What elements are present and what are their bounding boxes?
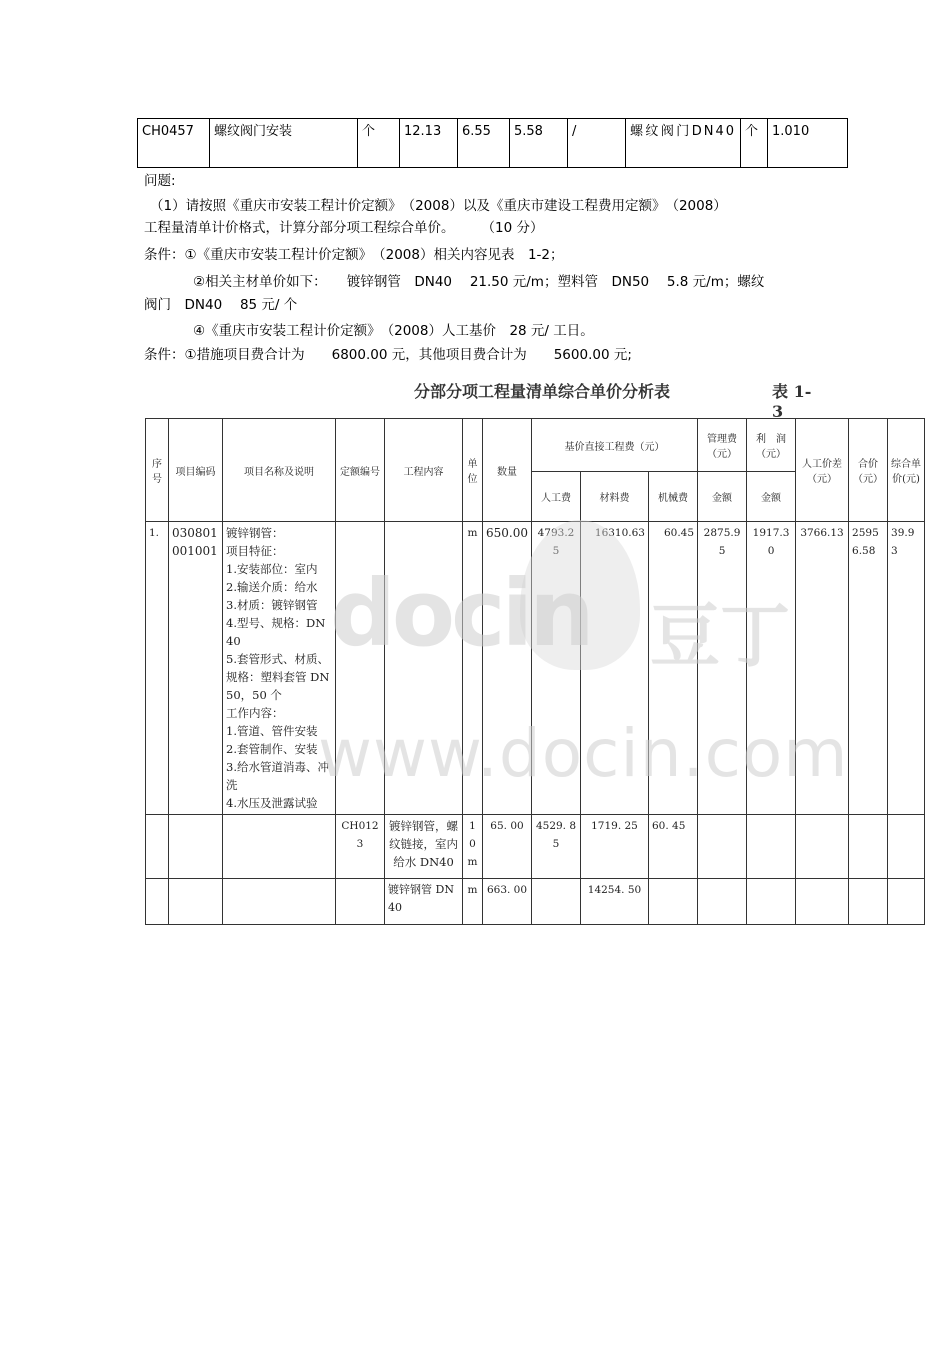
header-total: 合价（元） — [849, 419, 888, 522]
cell-labor-diff — [796, 815, 849, 879]
quota-name: 螺纹阀门安装 — [210, 119, 358, 168]
condition-line-1: 条件：①《重庆市安装工程计价定额》 （2008）相关内容见表 1-2； — [144, 247, 564, 263]
header-machine: 机械费 — [649, 472, 698, 522]
question-heading: 问题: — [144, 173, 176, 189]
table-row — [146, 522, 925, 815]
cell-unit-price: 39.93 — [888, 522, 925, 815]
watermark-logo: docin — [330, 560, 591, 667]
header-direct-cost: 基价直接工程费（元） — [532, 419, 698, 472]
main-material-unit: 个 — [741, 119, 768, 168]
header-material: 材料费 — [581, 472, 649, 522]
cell-labor — [532, 879, 581, 925]
main-material-qty: 1.010 — [768, 119, 848, 168]
cell-seq — [146, 879, 169, 925]
table-row — [146, 879, 925, 925]
cell-unit: m — [463, 879, 483, 925]
cell-code: 030801001001 — [169, 522, 223, 815]
table-header-row — [146, 419, 925, 472]
cell-material: 1719. 25 — [581, 815, 649, 879]
cell-seq — [146, 815, 169, 879]
quota-base-price: 12.13 — [400, 119, 458, 168]
header-profit: 利 润（元） — [747, 419, 796, 472]
quota-material: 5.58 — [510, 119, 568, 168]
cell-code — [169, 815, 223, 879]
header-seq: 序号 — [146, 419, 169, 522]
cell-name — [223, 815, 336, 879]
cell-work — [385, 522, 463, 815]
watermark-url: www.docin.com — [318, 715, 849, 792]
quota-table-continuation — [137, 118, 848, 168]
header-qty: 数量 — [483, 419, 532, 522]
cell-labor-diff — [796, 879, 849, 925]
cell-profit: 1917.30 — [747, 522, 796, 815]
cell-mgmt: 2875.95 — [698, 522, 747, 815]
header-work: 工程内容 — [385, 419, 463, 522]
quota-machine: / — [568, 119, 626, 168]
cell-material: 16310.63 — [581, 522, 649, 815]
cell-unit-price — [888, 879, 925, 925]
cell-total: 25956.58 — [849, 522, 888, 815]
cell-seq: 1. — [146, 522, 169, 815]
cell-unit: m — [463, 522, 483, 815]
cell-mgmt — [698, 879, 747, 925]
main-material-name: 螺纹阀门DN40 — [626, 119, 741, 168]
header-unit-price: 综合单价(元) — [888, 419, 925, 522]
condition-line-5: 条件：①措施项目费合计为 6800.00 元，其他项目费合计为 5600.00 元; — [144, 347, 632, 363]
cell-profit — [747, 879, 796, 925]
cell-quota — [336, 879, 385, 925]
header-quota: 定额编号 — [336, 419, 385, 522]
question-line-2: 工程量清单计价格式，计算分部分项工程综合单价。 （10 分） — [144, 220, 544, 236]
cell-name — [223, 879, 336, 925]
condition-line-4: ④《重庆市安装工程计价定额》 （2008）人工基价 28 元/ 工日。 — [193, 323, 594, 339]
cell-quota — [336, 522, 385, 815]
cell-labor: 4529. 85 — [532, 815, 581, 879]
cell-work: 镀锌钢管 DN40 — [385, 879, 463, 925]
table-row — [138, 119, 848, 168]
quota-code: CH0457 — [138, 119, 210, 168]
cell-unit-price — [888, 815, 925, 879]
cell-qty: 650.00 — [483, 522, 532, 815]
cell-machine: 60. 45 — [649, 815, 698, 879]
header-profit-amount: 金额 — [747, 472, 796, 522]
table-row — [146, 815, 925, 879]
cell-work: 镀锌钢管，螺纹链接，室内给水 DN40 — [385, 815, 463, 879]
cell-labor: 4793.25 — [532, 522, 581, 815]
cell-labor-diff: 3766.13 — [796, 522, 849, 815]
header-unit: 单位 — [463, 419, 483, 522]
quota-labor: 6.55 — [458, 119, 510, 168]
cell-mgmt — [698, 815, 747, 879]
unit-price-analysis-table — [145, 418, 925, 925]
cell-total — [849, 815, 888, 879]
question-line-1: （1）请按照《重庆市安装工程计价定额》 （2008）以及《重庆市建设工程费用定额》 （2008） — [150, 198, 727, 214]
cell-material: 14254. 50 — [581, 879, 649, 925]
cell-unit: 10m — [463, 815, 483, 879]
cell-total — [849, 879, 888, 925]
cell-machine — [649, 879, 698, 925]
figure-number: 表 1-3 — [772, 382, 812, 421]
figure-title: 分部分项工程量清单综合单价分析表 — [414, 382, 671, 401]
cell-code — [169, 879, 223, 925]
cell-quota: CH0123 — [336, 815, 385, 879]
header-labor-diff: 人工价差（元） — [796, 419, 849, 522]
header-mgmt: 管理费（元） — [698, 419, 747, 472]
condition-line-3: 阀门 DN40 85 元/ 个 — [144, 297, 298, 313]
cell-qty: 65. 00 — [483, 815, 532, 879]
condition-line-2: ②相关主材单价如下： 镀锌钢管 DN40 21.50 元/m；塑料管 DN50 5.8 元/m；螺纹 — [193, 274, 765, 290]
header-name: 项目名称及说明 — [223, 419, 336, 522]
watermark-cn: 豆丁 — [650, 595, 790, 677]
cell-machine: 60.45 — [649, 522, 698, 815]
header-code: 项目编码 — [169, 419, 223, 522]
header-labor: 人工费 — [532, 472, 581, 522]
cell-name: 镀锌钢管： 项目特征： 1.安装部位：室内 2.输送介质：给水 3.材质：镀锌钢管 4.型号、规格：DN40 5.套管形式、材质、规格：塑料套管 DN50，50 个 工作内容： 1.管道、管件安装 2.套管制作、安装 3.给水管道消毒、冲洗 4.水压及泄露试验 — [223, 522, 336, 815]
header-mgmt-amount: 金额 — [698, 472, 747, 522]
cell-profit — [747, 815, 796, 879]
quota-unit: 个 — [358, 119, 400, 168]
cell-qty: 663. 00 — [483, 879, 532, 925]
